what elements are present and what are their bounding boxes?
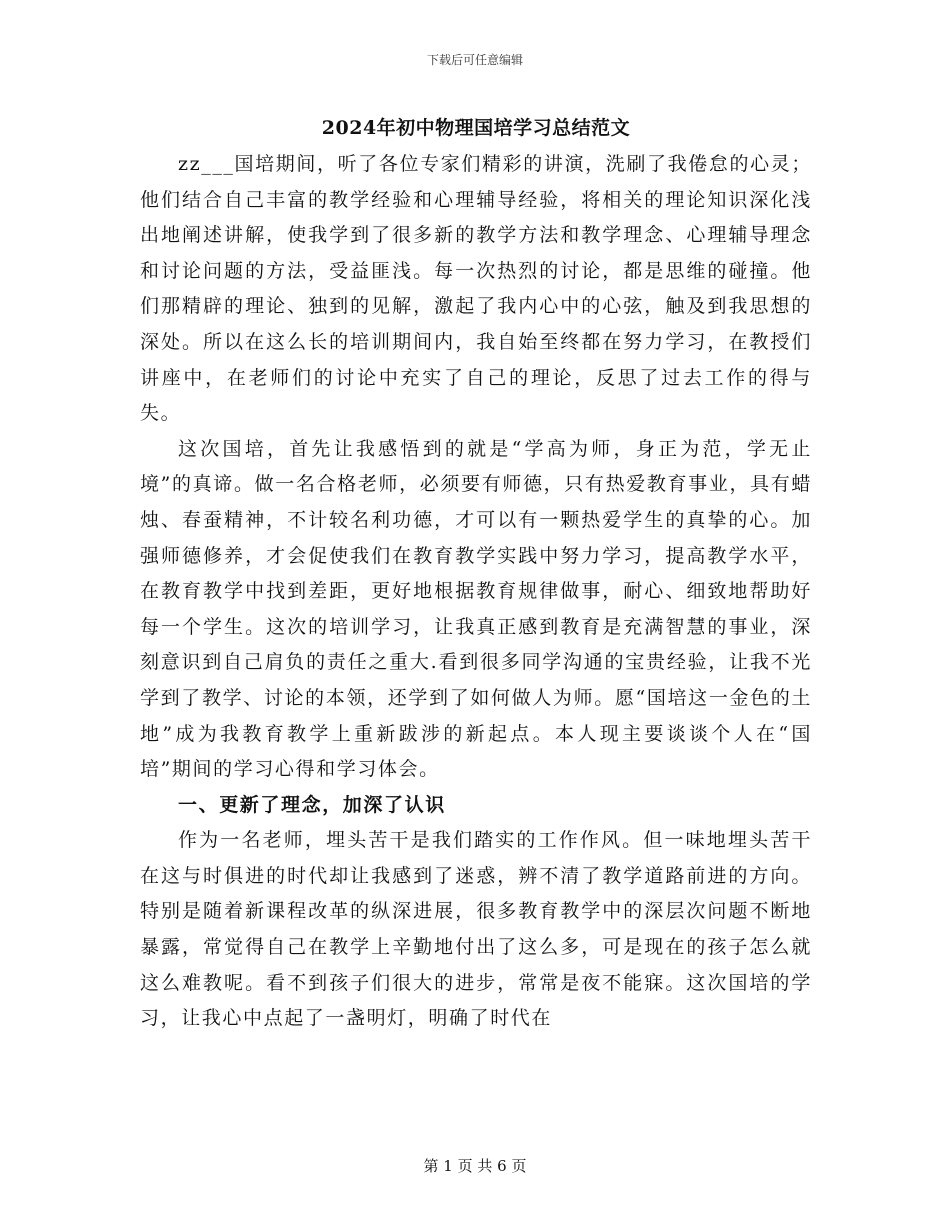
paragraph-reflection: 这次国培，首先让我感悟到的就是“学高为师，身正为范，学无止境”的真谛。做一名合格老师，必须要有师德，只有热爱教育事业，具有蜡烛、春蚕精神，不计较名利功德，才可以有一颗热爱学生的真挚的心。加强师德修养，才会促使我们在教育教学实践中努力学习，提高教学水平，在教育教学中找到差距，更好地根据教育规律做事，耐心、细致地帮助好每一个学生。这次的培训学习，让我真正感到教育是充满智慧的事业，深刻意识到自己肩负的责任之重大.看到很多同学沟通的宝贵经验，让我不光学到了教学、讨论的本领，还学到了如何做人为师。愿“国培这一金色的土地”成为我教育教学上重新跋涉的新起点。本人现主要谈谈个人在“国培”期间的学习心得和学习体会。 [140,437,812,781]
document-body [140,113,812,1037]
paragraph-intro: zz___国培期间，听了各位专家们精彩的讲演，洗刷了我倦怠的心灵；他们结合自己丰富的教学经验和心理辅导经验，将相关的理论知识深化浅出地阐述讲解，使我学到了很多新的教学方法和教学理念、心理辅导理念和讨论问题的方法，受益匪浅。每一次热烈的讨论，都是思维的碰撞。他们那精辟的理论、独到的见解，激起了我内心中的心弦，触及到我思想的深处。所以在这么长的培训期间内，我自始至终都在努力学习，在教授们讲座中，在老师们的讨论中充实了自己的理论，反思了过去工作的得与失。 [140,153,812,425]
page-header-note: 下载后可任意编辑 [426,53,523,67]
page-number-footer: 第 1 页 共 6 页 [423,1157,527,1175]
section-heading-1: 一、更新了理念，加深了认识 [178,793,446,816]
section-1-paragraph: 作为一名老师，埋头苦干是我们踏实的工作作风。但一味地埋头苦干在这与时俱进的时代却让我感到了迷惑，辨不清了教学道路前进的方向。特别是随着新课程改革的纵深进展，很多教育教学中的深层次问题不断地暴露，常觉得自己在教学上辛勤地付出了这么多，可是现在的孩子怎么就这么难教呢。看不到孩子们很大的进步，常常是夜不能寐。这次国培的学习，让我心中点起了一盏明灯，明确了时代在 [140,829,812,1030]
document-title: 2024年初中物理国培学习总结范文 [321,117,631,139]
